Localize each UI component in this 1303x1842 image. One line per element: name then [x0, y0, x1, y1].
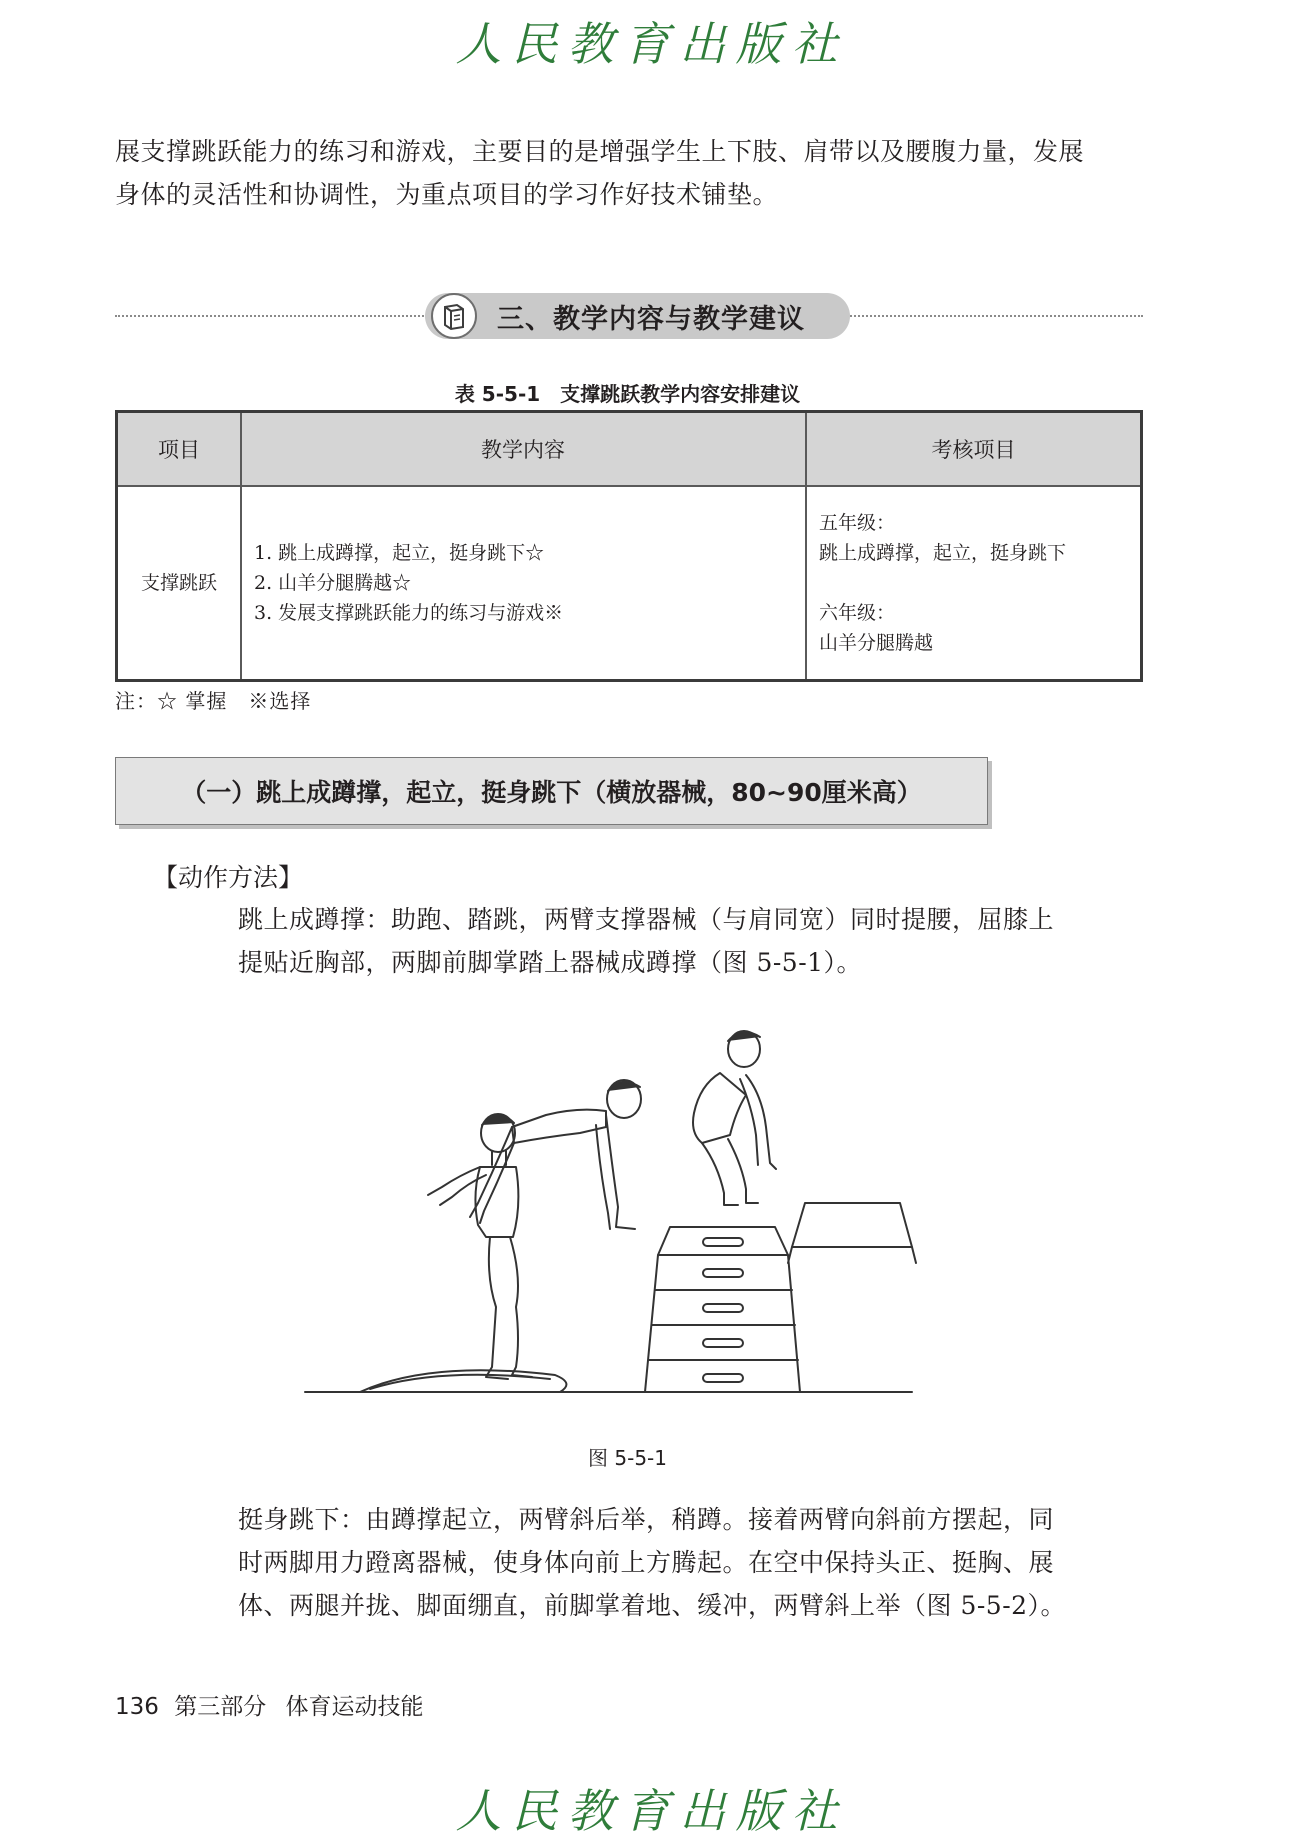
grade-label: 六年级：	[819, 602, 896, 624]
grade-label: 五年级：	[819, 512, 896, 534]
springboard	[360, 1370, 566, 1392]
paragraph-line: 提贴近胸部，两脚前脚掌踏上器械成蹲撑（图 5-5-1）。	[238, 948, 863, 977]
table-header-row	[117, 412, 1142, 487]
content-line: 2. 山羊分腿腾越☆	[254, 572, 412, 594]
book-icon	[431, 293, 477, 339]
footer-part: 第三部分	[174, 1694, 267, 1720]
vaulting-box	[645, 1227, 800, 1392]
cell-contents	[241, 486, 806, 681]
vaulting-top	[788, 1203, 916, 1263]
paragraph-line: 挺身跳下：由蹲撑起立，两臂斜后举，稍蹲。接着两臂向斜前方摆起，同	[238, 1505, 1055, 1534]
paragraph-line: 跳上成蹲撑：助跑、踏跳，两臂支撑器械（与肩同宽）同时提腰，屈膝上	[238, 905, 1055, 934]
intro-line: 展支撑跳跃能力的练习和游戏，主要目的是增强学生上下肢、肩带以及腰腹力量，发展	[115, 137, 1085, 166]
method-label: 【动作方法】	[153, 863, 304, 892]
publisher-logo-top: 人民教育出版社	[455, 17, 848, 71]
gymnast-support	[470, 1080, 641, 1229]
header-item: 项目	[117, 412, 242, 487]
footer-title: 体育运动技能	[285, 1694, 424, 1720]
cell-item: 支撑跳跃	[117, 486, 242, 681]
grade-item: 山羊分腿腾越	[819, 632, 934, 654]
header-content: 教学内容	[241, 412, 806, 487]
vault-sequence-illustration	[300, 1015, 920, 1415]
header-assessment: 考核项目	[806, 412, 1142, 487]
gymnast-crouch	[693, 1031, 776, 1205]
teaching-plan-table	[115, 410, 1143, 682]
section-heading	[425, 293, 850, 339]
intro-paragraph	[115, 130, 1155, 216]
publisher-logo-bottom: 人民教育出版社	[455, 1784, 848, 1838]
table-note: 注：☆ 掌握 ※选择	[115, 689, 312, 713]
grade-item: 跳上成蹲撑，起立，挺身跳下	[819, 542, 1067, 564]
page-footer	[115, 1688, 424, 1721]
section-title: 三、教学内容与教学建议	[497, 303, 805, 335]
content-line: 3. 发展支撑跳跃能力的练习与游戏※	[254, 602, 564, 624]
method-paragraph-1	[238, 898, 1158, 984]
paragraph-line: 体、两腿并拢、脚面绷直，前脚掌着地、缓冲，两臂斜上举（图 5-5-2）。	[238, 1591, 1067, 1620]
table-caption: 表 5-5-1 支撑跳跃教学内容安排建议	[454, 382, 801, 406]
method-paragraph-2	[238, 1498, 1158, 1627]
cell-assessment	[806, 486, 1142, 681]
page-number: 136	[115, 1694, 159, 1720]
intro-line: 身体的灵活性和协调性，为重点项目的学习作好技术铺垫。	[115, 180, 779, 209]
figure-caption: 图 5-5-1	[588, 1446, 667, 1470]
gymnast-takeoff	[428, 1114, 532, 1379]
subsection-heading: （一）跳上成蹲撑，起立，挺身跳下（横放器械，80~90厘米高）	[115, 757, 988, 825]
paragraph-line: 时两脚用力蹬离器械，使身体向前上方腾起。在空中保持头正、挺胸、展	[238, 1548, 1055, 1577]
content-line: 1. 跳上成蹲撑，起立，挺身跳下☆	[254, 542, 545, 564]
table-row	[117, 486, 1142, 681]
